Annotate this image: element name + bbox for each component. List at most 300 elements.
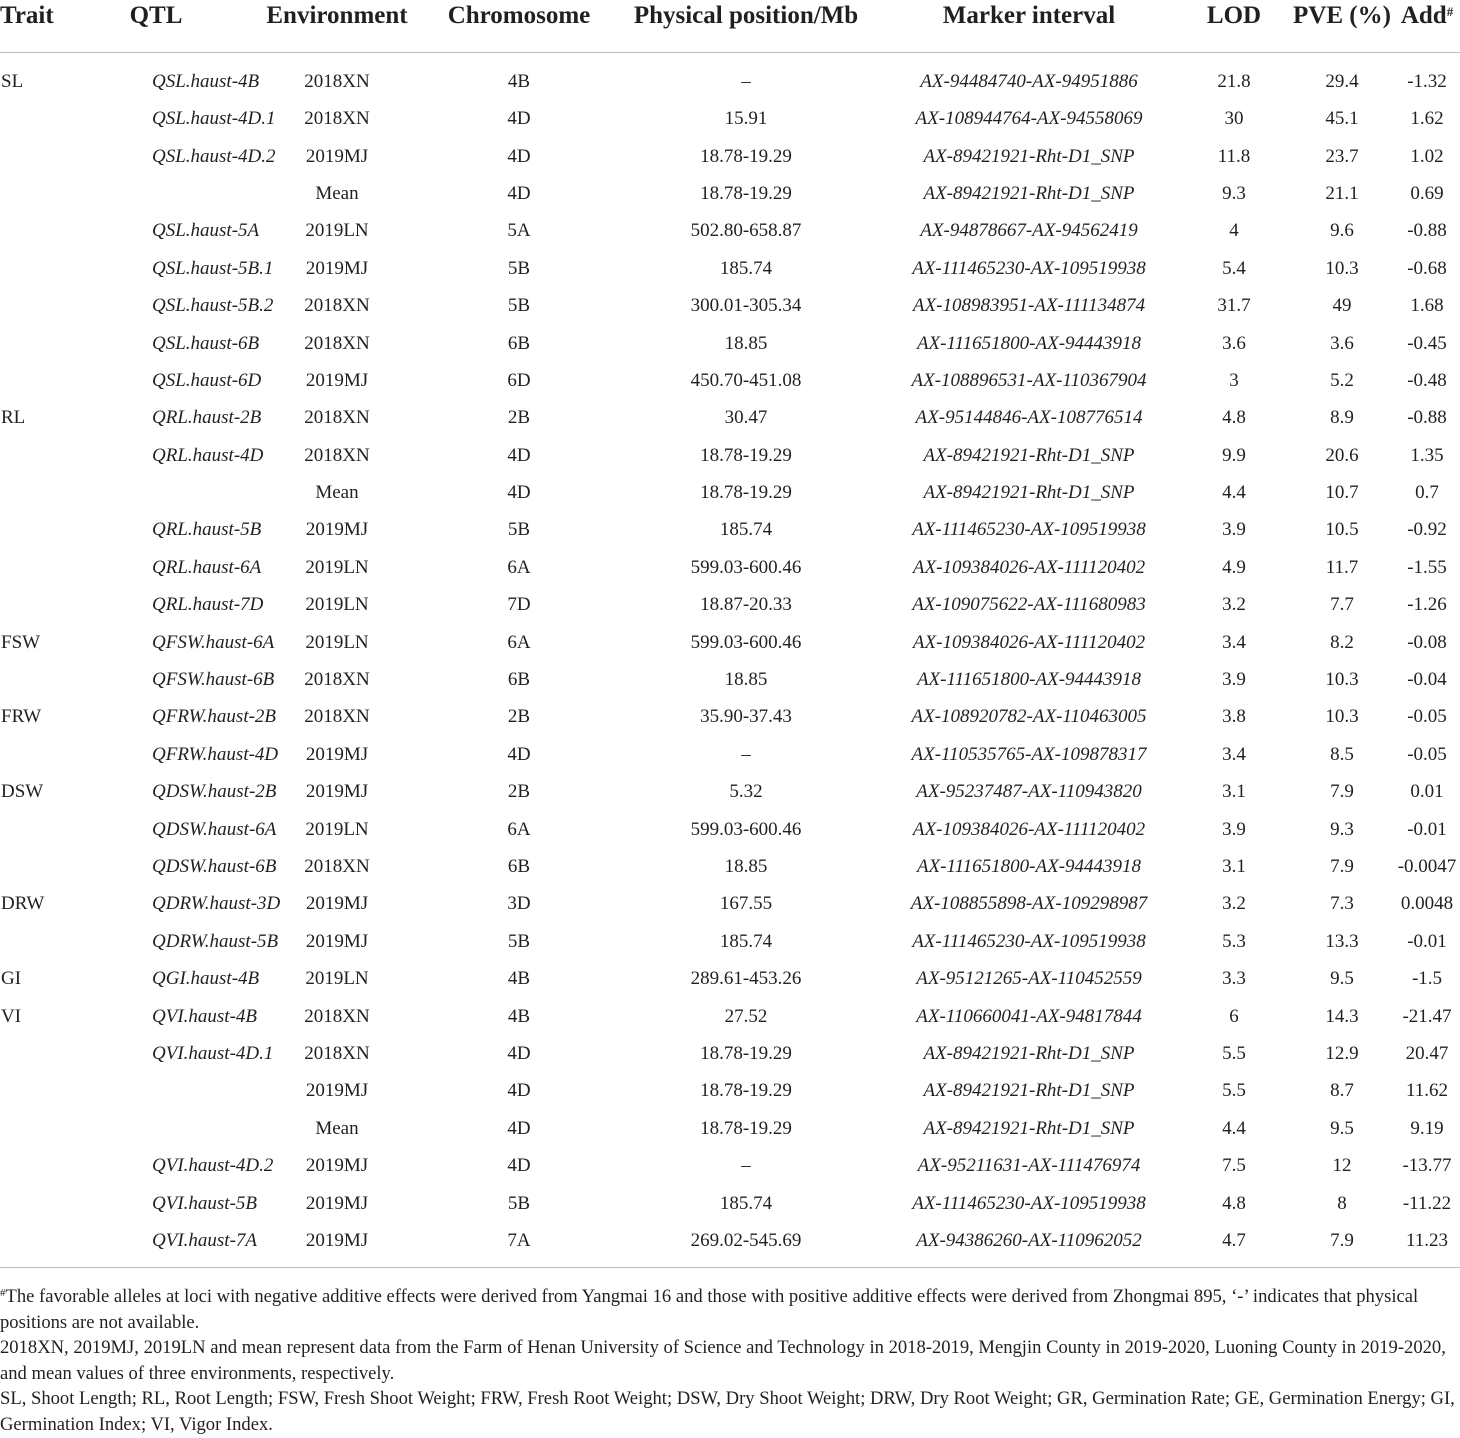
cell-marker: AX-89421921-Rht-D1_SNP — [923, 1117, 1135, 1139]
cell-qtl: QVI.haust-4D.2 — [152, 1155, 274, 1177]
cell-trait: RL — [1, 407, 26, 429]
cell-lod: 6 — [1229, 1005, 1239, 1027]
cell-add: -1.32 — [1407, 71, 1447, 92]
cell-add: -0.45 — [1407, 332, 1447, 354]
cell-qtl: QRL.haust-7D — [152, 594, 264, 616]
table-row — [0, 437, 1460, 474]
cell-position: 27.52 — [724, 1005, 768, 1027]
cell-environment: 2018XN — [304, 444, 370, 466]
cell-add: 0.01 — [1410, 781, 1444, 803]
cell-position: 185.74 — [719, 1192, 773, 1214]
cell-qtl: QSL.haust-5B.2 — [152, 295, 274, 317]
cell-add: -0.05 — [1407, 706, 1447, 728]
cell-lod: 3.3 — [1222, 968, 1246, 990]
table-row — [0, 998, 1460, 1035]
cell-add: 0.7 — [1415, 482, 1439, 504]
cell-marker: AX-89421921-Rht-D1_SNP — [923, 182, 1135, 204]
cell-lod: 21.8 — [1217, 71, 1251, 92]
cell-chromosome: 4B — [507, 968, 531, 990]
cell-chromosome: 2B — [507, 407, 531, 429]
cell-marker: AX-111465230-AX-109519938 — [912, 519, 1146, 541]
header-add — [1394, 0, 1460, 52]
cell-chromosome: 6A — [507, 556, 531, 578]
cell-qtl: QFSW.haust-6B — [152, 669, 275, 691]
cell-trait — [0, 213, 64, 250]
cell-chromosome: 4D — [507, 482, 531, 504]
cell-position: 35.90-37.43 — [700, 706, 792, 728]
cell-trait — [0, 587, 64, 624]
cell-position: 18.85 — [724, 332, 768, 354]
cell-environment: 2019MJ — [305, 145, 369, 167]
table-row — [0, 587, 1460, 624]
cell-add: -0.05 — [1407, 743, 1447, 765]
cell-add: -1.5 — [1411, 968, 1443, 990]
cell-pve: 49 — [1332, 295, 1352, 317]
cell-chromosome: 6B — [507, 669, 531, 691]
cell-chromosome: 4D — [507, 444, 531, 466]
cell-qtl: QSL.haust-4D.1 — [152, 108, 276, 130]
table-row — [0, 661, 1460, 698]
table-row — [0, 960, 1460, 997]
cell-add: -1.26 — [1407, 594, 1447, 616]
cell-qtl: QGI.haust-4B — [152, 968, 260, 990]
cell-position: 18.78-19.29 — [700, 1080, 792, 1102]
cell-add: 1.35 — [1410, 444, 1444, 466]
cell-environment: 2019LN — [305, 631, 369, 653]
cell-trait — [0, 1110, 64, 1147]
table-row — [0, 1147, 1460, 1184]
cell-chromosome: 6B — [507, 332, 531, 354]
cell-marker: AX-109384026-AX-111120402 — [912, 631, 1146, 653]
header-add-sup: # — [1446, 4, 1454, 19]
cell-position: 18.78-19.29 — [700, 182, 792, 204]
cell-position: 18.87-20.33 — [700, 594, 792, 616]
cell-pve: 10.3 — [1325, 669, 1359, 691]
cell-marker: AX-111651800-AX-94443918 — [916, 669, 1142, 691]
cell-add: -0.01 — [1407, 818, 1447, 840]
cell-pve: 8 — [1337, 1192, 1347, 1214]
cell-trait — [0, 661, 64, 698]
cell-add: 11.23 — [1394, 1222, 1460, 1268]
cell-marker: AX-109075622-AX-111680983 — [912, 594, 1146, 616]
cell-qtl: QSL.haust-5A — [152, 220, 260, 242]
table-row — [0, 213, 1460, 250]
cell-chromosome: 2B — [507, 781, 531, 803]
cell-environment: 2018XN — [304, 1005, 370, 1027]
cell-position: 5.32 — [729, 781, 763, 803]
cell-trait: DSW — [1, 781, 44, 803]
cell-pve: 5.2 — [1330, 369, 1354, 391]
cell-chromosome: 4D — [507, 108, 531, 130]
cell-marker: AX-111651800-AX-94443918 — [916, 856, 1142, 877]
cell-pve: 7.7 — [1330, 594, 1354, 616]
cell-chromosome: 4B — [507, 1005, 531, 1027]
header-row — [0, 0, 1460, 52]
cell-marker: AX-111465230-AX-109519938 — [912, 930, 1146, 952]
cell-chromosome: 4D — [507, 1155, 531, 1177]
cell-position: – — [741, 743, 751, 765]
cell-chromosome: 4D — [507, 1080, 531, 1102]
cell-position: 18.78-19.29 — [700, 1117, 792, 1139]
header-trait: Trait — [0, 0, 64, 52]
cell-environment: 2019MJ — [305, 1155, 369, 1177]
cell-position: – — [741, 71, 751, 92]
cell-position: – — [741, 1155, 751, 1177]
cell-pve: 10.3 — [1325, 257, 1359, 279]
table-row — [0, 138, 1460, 175]
cell-lod: 3.2 — [1222, 893, 1246, 915]
cell-chromosome: 6A — [507, 631, 531, 653]
footnote-1-sup: # — [0, 1287, 6, 1299]
cell-environment: 2018XN — [304, 1042, 370, 1064]
cell-lod: 30 — [1224, 108, 1244, 130]
cell-qtl: QDSW.haust-6B — [152, 856, 277, 877]
cell-position: 289.61-453.26 — [690, 968, 802, 990]
cell-environment: 2018XN — [304, 669, 370, 691]
cell-add: 11.62 — [1405, 1080, 1449, 1102]
table-row — [0, 736, 1460, 773]
cell-chromosome: 4D — [507, 743, 531, 765]
cell-marker: AX-95237487-AX-110943820 — [916, 781, 1142, 803]
cell-pve: 10.5 — [1325, 519, 1359, 541]
cell-trait — [0, 287, 64, 324]
cell-environment: 2019LN — [305, 220, 369, 242]
cell-position: 18.85 — [724, 669, 768, 691]
header-add-label: Add — [1400, 2, 1447, 29]
cell-lod: 4.7 — [1178, 1222, 1290, 1268]
cell-trait — [0, 1222, 64, 1268]
cell-chromosome: 6B — [507, 856, 531, 877]
cell-qtl: QVI.haust-4D.1 — [152, 1042, 274, 1064]
cell-position: 185.74 — [719, 930, 773, 952]
cell-position: 599.03-600.46 — [690, 556, 802, 578]
table-row — [0, 52, 1460, 101]
cell-pve: 8.7 — [1330, 1080, 1354, 1102]
table-row — [0, 848, 1460, 885]
cell-pve: 29.4 — [1325, 71, 1359, 92]
header-qtl: QTL — [64, 0, 248, 52]
cell-pve: 14.3 — [1325, 1005, 1359, 1027]
cell-qtl — [64, 1073, 248, 1110]
footnote-1 — [0, 1284, 1460, 1335]
cell-environment: 2019MJ — [305, 1080, 369, 1102]
cell-trait — [0, 437, 64, 474]
cell-add: 20.47 — [1405, 1042, 1449, 1064]
cell-qtl: QRL.haust-2B — [152, 407, 262, 429]
cell-lod: 5.4 — [1222, 257, 1246, 279]
cell-chromosome: 7D — [507, 594, 531, 616]
cell-qtl: QRL.haust-6A — [152, 556, 262, 578]
cell-marker: AX-89421921-Rht-D1_SNP — [923, 482, 1135, 504]
cell-environment: 2019MJ — [305, 1192, 369, 1214]
header-environment: Environment — [248, 0, 426, 52]
cell-marker: AX-110660041-AX-94817844 — [916, 1005, 1142, 1027]
table-row — [0, 400, 1460, 437]
cell-trait — [0, 474, 64, 511]
cell-trait — [0, 736, 64, 773]
cell-lod: 4.4 — [1222, 482, 1246, 504]
cell-position: 15.91 — [724, 108, 768, 130]
cell-position: 18.78-19.29 — [700, 482, 792, 504]
cell-qtl — [64, 175, 248, 212]
table-row — [0, 325, 1460, 362]
cell-chromosome: 5B — [507, 1192, 531, 1214]
cell-environment: 2019MJ — [305, 369, 369, 391]
table-body — [0, 52, 1460, 1268]
cell-add: -1.55 — [1407, 556, 1447, 578]
cell-add: 1.68 — [1410, 295, 1444, 317]
cell-position: 269.02-545.69 — [612, 1222, 880, 1268]
cell-lod: 4 — [1229, 220, 1239, 242]
cell-pve: 8.9 — [1330, 407, 1354, 429]
cell-add: 1.62 — [1410, 108, 1444, 130]
cell-add: 0.69 — [1410, 182, 1444, 204]
cell-add: -0.88 — [1407, 407, 1447, 429]
table-row — [0, 512, 1460, 549]
cell-add: -11.22 — [1402, 1192, 1452, 1214]
cell-chromosome: 4D — [507, 182, 531, 204]
cell-qtl: QDSW.haust-2B — [152, 781, 277, 803]
table-row — [0, 699, 1460, 736]
cell-add: 9.19 — [1410, 1117, 1444, 1139]
cell-chromosome: 5B — [507, 519, 531, 541]
cell-qtl: QVI.haust-5B — [152, 1192, 258, 1214]
cell-marker: AX-108983951-AX-111134874 — [912, 295, 1146, 317]
cell-environment: 2018XN — [304, 856, 370, 877]
cell-trait: FRW — [1, 706, 42, 728]
cell-marker: AX-95121265-AX-110452559 — [916, 968, 1142, 990]
cell-trait — [0, 512, 64, 549]
cell-pve: 9.6 — [1330, 220, 1354, 242]
cell-marker: AX-94484740-AX-94951886 — [920, 71, 1138, 92]
cell-environment: 2018XN — [304, 332, 370, 354]
cell-environment: 2018XN — [304, 407, 370, 429]
cell-marker: AX-95211631-AX-111476974 — [917, 1155, 1141, 1177]
cell-lod: 9.9 — [1222, 444, 1246, 466]
cell-environment: 2019MJ — [305, 781, 369, 803]
cell-chromosome: 5B — [507, 295, 531, 317]
cell-pve: 12.9 — [1325, 1042, 1359, 1064]
table-row — [0, 1035, 1460, 1072]
cell-chromosome: 2B — [507, 706, 531, 728]
cell-pve: 10.3 — [1325, 706, 1359, 728]
cell-environment: 2019MJ — [305, 743, 369, 765]
cell-environment: Mean — [315, 1117, 359, 1139]
cell-add: -21.47 — [1402, 1005, 1452, 1027]
cell-marker: AX-111651800-AX-94443918 — [916, 332, 1142, 354]
cell-qtl: QSL.haust-5B.1 — [152, 257, 274, 279]
cell-trait — [0, 1147, 64, 1184]
cell-trait: FSW — [1, 631, 41, 653]
cell-lod: 4.9 — [1222, 556, 1246, 578]
cell-position: 300.01-305.34 — [690, 295, 802, 317]
cell-lod: 3.4 — [1222, 631, 1246, 653]
table-row — [0, 1110, 1460, 1147]
header-chromosome: Chromosome — [426, 0, 612, 52]
cell-environment: 2019LN — [305, 556, 369, 578]
cell-trait — [0, 101, 64, 138]
cell-chromosome: 5B — [507, 930, 531, 952]
footnotes — [0, 1284, 1460, 1438]
cell-lod: 3.9 — [1222, 669, 1246, 691]
cell-marker: AX-94386260-AX-110962052 — [880, 1222, 1178, 1268]
cell-qtl: QVI.haust-7A — [64, 1222, 248, 1268]
table-row — [0, 886, 1460, 923]
cell-qtl: QDRW.haust-5B — [152, 930, 279, 952]
cell-marker: AX-110535765-AX-109878317 — [911, 743, 1147, 765]
cell-qtl: QRL.haust-4D — [152, 444, 264, 466]
cell-lod: 3.8 — [1222, 706, 1246, 728]
cell-chromosome: 3D — [507, 893, 531, 915]
cell-marker: AX-89421921-Rht-D1_SNP — [923, 145, 1135, 167]
cell-qtl: QSL.haust-4D.2 — [152, 145, 276, 167]
cell-chromosome: 4D — [507, 1117, 531, 1139]
cell-trait — [0, 811, 64, 848]
cell-trait — [0, 923, 64, 960]
cell-lod: 3.6 — [1222, 332, 1246, 354]
cell-trait: GI — [1, 968, 22, 990]
cell-lod: 5.5 — [1222, 1080, 1246, 1102]
cell-trait — [0, 549, 64, 586]
table-row — [0, 175, 1460, 212]
cell-environment: 2018XN — [304, 295, 370, 317]
cell-trait — [0, 325, 64, 362]
cell-marker: AX-109384026-AX-111120402 — [912, 556, 1146, 578]
cell-lod: 31.7 — [1217, 295, 1251, 317]
cell-environment: 2019MJ — [305, 519, 369, 541]
table-row — [0, 923, 1460, 960]
cell-add: -0.88 — [1407, 220, 1447, 242]
cell-trait — [0, 362, 64, 399]
footnote-2: 2018XN, 2019MJ, 2019LN and mean represent data from the Farm of Henan University of Science and Technology in 2018-2019, Mengjin County in 2019-2020, Luoning County in 2019-2020, and mean values of three environments, respectively. — [0, 1337, 1446, 1384]
table-row — [0, 362, 1460, 399]
cell-chromosome: 4B — [507, 71, 531, 92]
cell-trait — [0, 175, 64, 212]
cell-pve: 12 — [1332, 1155, 1352, 1177]
cell-trait — [0, 138, 64, 175]
cell-pve: 9.5 — [1330, 968, 1354, 990]
cell-pve: 23.7 — [1325, 145, 1359, 167]
cell-position: 185.74 — [719, 519, 773, 541]
cell-qtl: QFSW.haust-6A — [152, 631, 275, 653]
cell-position: 185.74 — [719, 257, 773, 279]
cell-environment: 2019LN — [305, 968, 369, 990]
cell-lod: 5.5 — [1222, 1042, 1246, 1064]
cell-qtl: QSL.haust-6B — [152, 332, 260, 354]
cell-marker: AX-89421921-Rht-D1_SNP — [923, 1042, 1135, 1064]
cell-environment: 2019MJ — [305, 893, 369, 915]
cell-pve: 9.5 — [1330, 1117, 1354, 1139]
cell-pve: 7.9 — [1290, 1222, 1394, 1268]
cell-qtl — [64, 474, 248, 511]
cell-lod: 4.4 — [1222, 1117, 1246, 1139]
cell-lod: 3.4 — [1222, 743, 1246, 765]
cell-marker: AX-94878667-AX-94562419 — [920, 220, 1138, 242]
cell-marker: AX-111465230-AX-109519938 — [912, 257, 1146, 279]
footnote-1-text: The favorable alleles at loci with negative additive effects were derived from Yangmai 16 and those with positive additive effects were derived from Zhongmai 895, ‘-’ indicates that physical positions are not available. — [0, 1286, 1419, 1333]
cell-pve: 8.2 — [1330, 631, 1354, 653]
cell-chromosome: 5A — [507, 220, 531, 242]
cell-environment: Mean — [315, 482, 359, 504]
cell-add: -0.48 — [1407, 369, 1447, 391]
cell-qtl: QRL.haust-5B — [152, 519, 262, 541]
table-row — [0, 101, 1460, 138]
cell-position: 502.80-658.87 — [690, 220, 802, 242]
table-row — [0, 624, 1460, 661]
cell-pve: 7.9 — [1330, 856, 1354, 877]
cell-trait: VI — [1, 1005, 22, 1027]
cell-chromosome: 7A — [426, 1222, 612, 1268]
cell-marker: AX-108944764-AX-94558069 — [915, 108, 1143, 130]
cell-marker: AX-111465230-AX-109519938 — [912, 1192, 1146, 1214]
cell-lod: 3.1 — [1222, 781, 1246, 803]
cell-position: 18.78-19.29 — [700, 1042, 792, 1064]
cell-position: 18.78-19.29 — [700, 444, 792, 466]
cell-chromosome: 5B — [507, 257, 531, 279]
cell-qtl: QDSW.haust-6A — [152, 818, 277, 840]
cell-environment: Mean — [315, 182, 359, 204]
cell-qtl — [64, 1110, 248, 1147]
cell-marker: AX-108920782-AX-110463005 — [911, 706, 1147, 728]
cell-marker: AX-109384026-AX-111120402 — [912, 818, 1146, 840]
cell-qtl: QDRW.haust-3D — [152, 893, 281, 915]
cell-environment: 2019MJ — [305, 257, 369, 279]
cell-position: 167.55 — [719, 893, 773, 915]
footnote-3: SL, Shoot Length; RL, Root Length; FSW, Fresh Shoot Weight; FRW, Fresh Root Weight; DSW, Dry Shoot Weight; DRW, Dry Root Weight; GR, Germination Rate; GE, Germination Energy; GI, Germination Index; VI, Vigor Index. — [0, 1388, 1455, 1435]
cell-pve: 20.6 — [1325, 444, 1359, 466]
cell-lod: 4.8 — [1222, 407, 1246, 429]
cell-pve: 10.7 — [1325, 482, 1359, 504]
cell-lod: 3.1 — [1222, 856, 1246, 877]
cell-environment: 2018XN — [304, 108, 370, 130]
cell-qtl: QSL.haust-6D — [152, 369, 262, 391]
cell-chromosome: 6A — [507, 818, 531, 840]
cell-position: 18.78-19.29 — [700, 145, 792, 167]
cell-qtl: QFRW.haust-2B — [152, 706, 277, 728]
cell-marker: AX-108855898-AX-109298987 — [910, 893, 1148, 915]
cell-trait — [0, 848, 64, 885]
cell-chromosome: 4D — [507, 145, 531, 167]
cell-add: 0.0048 — [1400, 893, 1454, 915]
cell-position: 30.47 — [724, 407, 768, 429]
cell-qtl: QVI.haust-4B — [152, 1005, 258, 1027]
table-row — [0, 774, 1460, 811]
cell-marker: AX-89421921-Rht-D1_SNP — [923, 444, 1135, 466]
cell-pve: 7.3 — [1330, 893, 1354, 915]
cell-pve: 8.5 — [1330, 743, 1354, 765]
cell-environment: 2019MJ — [305, 930, 369, 952]
cell-qtl: QSL.haust-4B — [152, 71, 260, 92]
cell-pve: 13.3 — [1325, 930, 1359, 952]
table-row — [0, 549, 1460, 586]
cell-trait: DRW — [1, 893, 45, 915]
cell-lod: 11.8 — [1217, 145, 1251, 167]
cell-marker: AX-95144846-AX-108776514 — [915, 407, 1143, 429]
table-row — [0, 811, 1460, 848]
cell-pve: 3.6 — [1330, 332, 1354, 354]
cell-position: 18.85 — [724, 856, 768, 877]
cell-lod: 3.9 — [1222, 519, 1246, 541]
cell-chromosome: 6D — [507, 369, 531, 391]
header-marker: Marker interval — [880, 0, 1178, 52]
cell-lod: 3 — [1229, 369, 1239, 391]
table-row — [0, 1222, 1460, 1268]
header-position: Physical position/Mb — [612, 0, 880, 52]
cell-trait — [0, 1073, 64, 1110]
cell-add: -13.77 — [1402, 1155, 1452, 1177]
cell-add: 1.02 — [1410, 145, 1444, 167]
cell-add: -0.92 — [1407, 519, 1447, 541]
